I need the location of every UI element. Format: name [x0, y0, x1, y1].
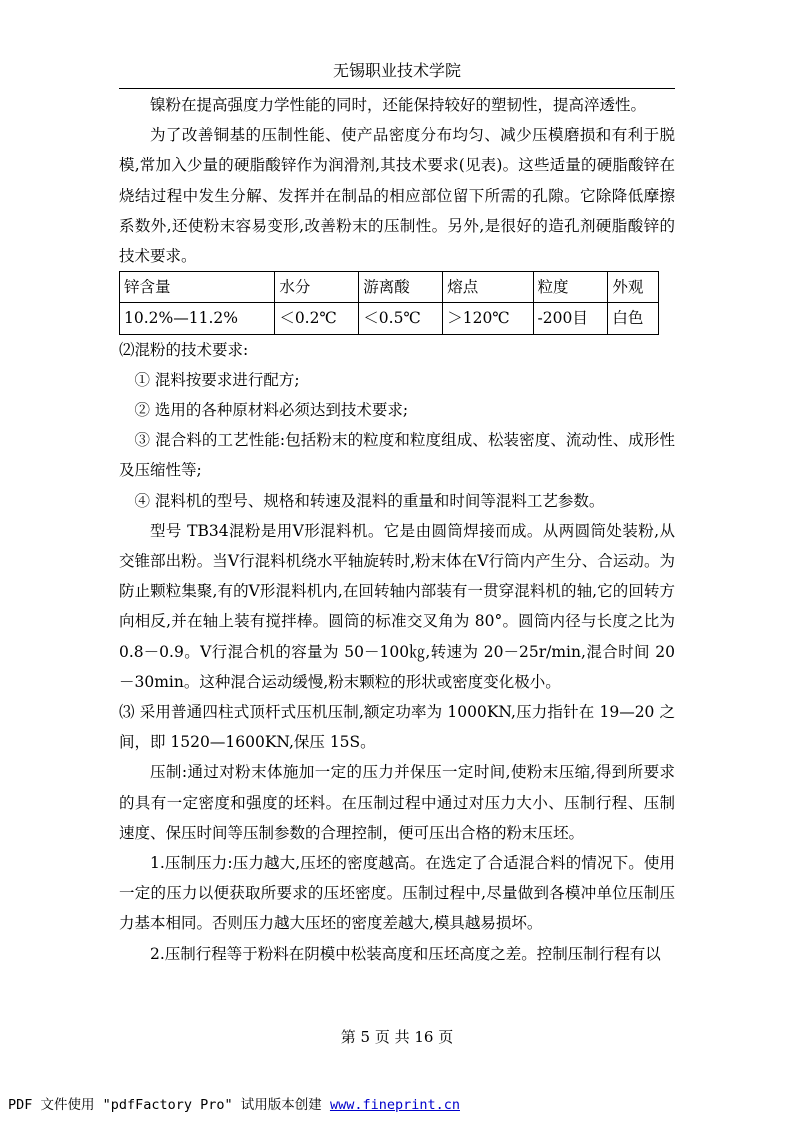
- table-cell: 白色: [608, 303, 659, 334]
- header-divider: [119, 88, 675, 89]
- document-body: [119, 90, 675, 969]
- table-cell: ＜0.5℃: [359, 303, 443, 334]
- zinc-stearate-spec-table: [119, 271, 659, 334]
- table-header-cell: 粒度: [533, 272, 608, 303]
- table-cell: 10.2%—11.2%: [120, 303, 275, 334]
- section-3-title: ⑶ 采用普通四柱式顶杆式压机压制,额定功率为 1000KN,压力指针在 19—20 之间，即 1520—1600KN,保压 15S。: [119, 703, 675, 752]
- pdf-note-text: PDF 文件使用 "pdfFactory Pro" 试用版本创建: [8, 1097, 330, 1113]
- page-number: 第 5 页 共 16 页: [340, 1028, 454, 1046]
- table-header-row: [120, 272, 659, 303]
- paragraph-pressure: 1.压制压力:压力越大,压坯的密度越高。在选定了合适混合料的情况下。使用一定的压力以便获取所要求的压坯密度。压制过程中,尽量做到各模冲单位压制压力基本相同。否则压力越大压坯的密度差越大,模具越易损坏。: [119, 854, 675, 933]
- table-header-cell: 锌含量: [120, 272, 275, 303]
- table-row: [120, 303, 659, 334]
- table-cell: ＜0.2℃: [275, 303, 359, 334]
- pdf-creator-note: [8, 1093, 460, 1113]
- table-cell: -200目: [533, 303, 608, 334]
- list-item: ① 混料按要求进行配方;: [134, 370, 300, 389]
- table-header-cell: 外观: [608, 272, 659, 303]
- fineprint-link[interactable]: www.fineprint.cn: [329, 1097, 460, 1113]
- paragraph-stroke: 2.压制行程等于粉料在阴模中松装高度和压坯高度之差。控制压制行程有以: [150, 944, 661, 963]
- paragraph-lubricant: 为了改善铜基的压制性能、使产品密度分布均匀、减少压模磨损和有利于脱模,常加入少量的硬脂酸锌作为润滑剂,其技术要求(见表)。这些适量的硬脂酸锌在烧结过程中发生分解、发挥并在制品的相应部位留下所需的孔隙。它除降低摩擦系数外,还使粉末容易变形,改善粉末的压制性。另外,是很好的造孔剂硬脂酸锌的技术要求。: [119, 126, 675, 266]
- paragraph-pressing: 压制:通过对粉末体施加一定的压力并保压一定时间,使粉末压缩,得到所要求的具有一定密度和强度的坯料。在压制过程中通过对压力大小、压制行程、压制速度、保压时间等压制参数的合理控制，便可压出合格的粉末压坯。: [119, 763, 675, 842]
- list-item: ④ 混料机的型号、规格和转速及混料的重量和时间等混料工艺参数。: [134, 491, 605, 510]
- table-header-cell: 熔点: [443, 272, 533, 303]
- table-header-cell: 游离酸: [359, 272, 443, 303]
- list-item: ③ 混合料的工艺性能:包括粉末的粒度和粒度组成、松装密度、流动性、成形性及压缩性等;: [119, 431, 675, 480]
- list-item: ② 选用的各种原材料必须达到技术要求;: [134, 401, 409, 420]
- paragraph-nickel: 镍粉在提高强度力学性能的同时，还能保持较好的塑韧性，提高淬透性。: [150, 96, 647, 114]
- table-cell: ＞120℃: [443, 303, 533, 334]
- paragraph-mixer: 型号 TB34混粉是用Ⅴ形混料机。它是由圆筒焊接而成。从两圆筒处装粉,从交锥部出粉。当Ⅴ行混料机绕水平轴旋转时,粉末体在Ⅴ行筒内产生分、合运动。为防止颗粒集聚,有的Ⅴ形混料机内,在回转轴内部装有一贯穿混料机的轴,它的回转方向相反,并在轴上装有搅拌棒。圆筒的标准交叉角为 80°。圆筒内径与长度之比为 0.8－0.9。Ⅴ行混合机的容量为 50－100㎏,转速为 20－25r/min,混合时间 20－30min。这种混合运动缓慢,粉末颗粒的形状或密度变化极小。: [119, 521, 675, 691]
- table-header-cell: 水分: [275, 272, 359, 303]
- section-2-title: ⑵混粉的技术要求:: [119, 340, 249, 359]
- page-header-title: 无锡职业技术学院: [332, 61, 461, 80]
